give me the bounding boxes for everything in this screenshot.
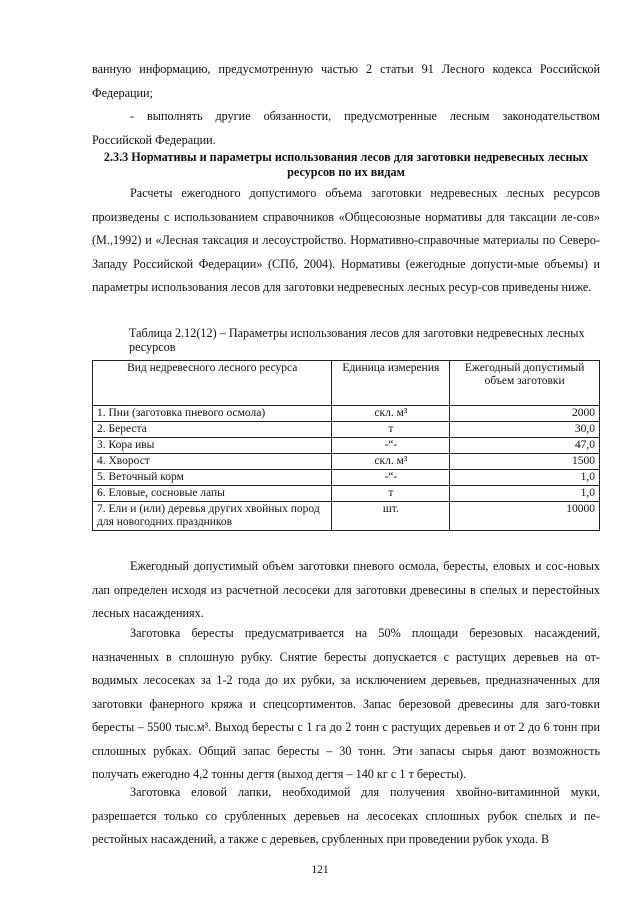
table-caption: Таблица 2.12(12) – Параметры использования лесов для заготовки недревесных лесных ресурсов bbox=[129, 326, 585, 354]
cell-resource: 5. Веточный корм bbox=[93, 470, 332, 486]
table-row bbox=[93, 486, 600, 502]
header-annual-volume: Ежегодный допустимый объем заготовки bbox=[450, 361, 600, 406]
table-header-row bbox=[93, 361, 600, 406]
cell-unit: -“- bbox=[332, 438, 450, 454]
cell-resource: 7. Ели и (или) деревья других хвойных пород для новогодних праздников bbox=[93, 502, 332, 531]
cell-volume: 1500 bbox=[450, 454, 600, 470]
cell-volume: 47,0 bbox=[450, 438, 600, 454]
paragraph-calculations: Расчеты ежегодного допустимого объема заготовки недревесных лесных ресурсов произведены с использованием справочников «Общесоюзные нормативы для таксации ле-сов» (М.,1992) и «Лесная таксация и лесоустройство. Нормативно-справочные материалы по Северо-Западу Российской Федерации» (СПб, 2004). Нормативы (ежегодные допусти-мые объемы) и параметры использования лесов для заготовки недревесных лесных ресур-сов приведены ниже. bbox=[92, 186, 600, 294]
cell-unit: -“- bbox=[332, 470, 450, 486]
table-row bbox=[93, 470, 600, 486]
paragraph-annual-volume: Ежегодный допустимый объем заготовки пневого осмола, бересты, еловых и сос-новых лап определен исходя из расчетной лесосеки для заготовки древесины в спелых и перестойных лесных насаждениях. bbox=[92, 559, 600, 620]
table-row bbox=[93, 454, 600, 470]
paragraph-top-continuation: ванную информацию, предусмотренную частью 2 статьи 91 Лесного кодекса Российской Федерации; bbox=[92, 62, 600, 100]
cell-resource: 2. Береста bbox=[93, 422, 332, 438]
header-unit: Единица измерения bbox=[332, 361, 450, 406]
section-heading: 2.3.3 Нормативы и параметры использования лесов для заготовки недревесных лесных ресурсов по их видам bbox=[103, 150, 589, 179]
cell-unit: т bbox=[332, 486, 450, 502]
resources-table bbox=[92, 360, 600, 531]
header-resource-type: Вид недревесного лесного ресурса bbox=[93, 361, 332, 406]
paragraph-bullet-duties: - выполнять другие обязанности, предусмотренные лесным законодательством Российской Федерации. bbox=[92, 109, 600, 147]
page-number: 121 bbox=[311, 864, 329, 876]
cell-unit: шт. bbox=[332, 502, 450, 531]
cell-volume: 1,0 bbox=[450, 470, 600, 486]
table-row bbox=[93, 502, 600, 531]
cell-resource: 6. Еловые, сосновые лапы bbox=[93, 486, 332, 502]
paragraph-birch-bark: Заготовка бересты предусматривается на 50% площади березовых насаждений, назначенных в сплошную рубку. Снятие бересты допускается с растущих деревьев на от-водимых лесосеках за 1-2 года до их рубки, за исключением деревьев, предназначенных для заготовки фанерного кряжа и спецсортиментов. Запас березовой древесины для заго-товки бересты – 5500 тыс.м³. Выход бересты с 1 га до 2 тонн с растущих деревьев и от 2 до 6 тонн при сплошных рубках. Общий запас бересты – 30 тонн. Эти запасы сырья дают возможность получать ежегодно 4,2 тонны дегтя (выход дегтя – 140 кг с 1 т бересты). bbox=[92, 626, 600, 781]
cell-volume: 10000 bbox=[450, 502, 600, 531]
cell-volume: 1,0 bbox=[450, 486, 600, 502]
cell-unit: скл. м³ bbox=[332, 406, 450, 422]
cell-volume: 2000 bbox=[450, 406, 600, 422]
cell-resource: 3. Кора ивы bbox=[93, 438, 332, 454]
table-row bbox=[93, 438, 600, 454]
cell-unit: скл. м³ bbox=[332, 454, 450, 470]
cell-resource: 4. Хворост bbox=[93, 454, 332, 470]
paragraph-spruce-paws: Заготовка еловой лапки, необходимой для получения хвойно-витаминной муки, разрешается только со срубленных деревьев на лесосеках сплошных рубок спелых и пе-рестойных насаждений, а также с деревьев, срубленных при проведении рубок ухода. В bbox=[92, 785, 600, 846]
cell-resource: 1. Пни (заготовка пневого осмола) bbox=[93, 406, 332, 422]
table-row bbox=[93, 406, 600, 422]
cell-volume: 30,0 bbox=[450, 422, 600, 438]
cell-unit: т bbox=[332, 422, 450, 438]
table-row bbox=[93, 422, 600, 438]
